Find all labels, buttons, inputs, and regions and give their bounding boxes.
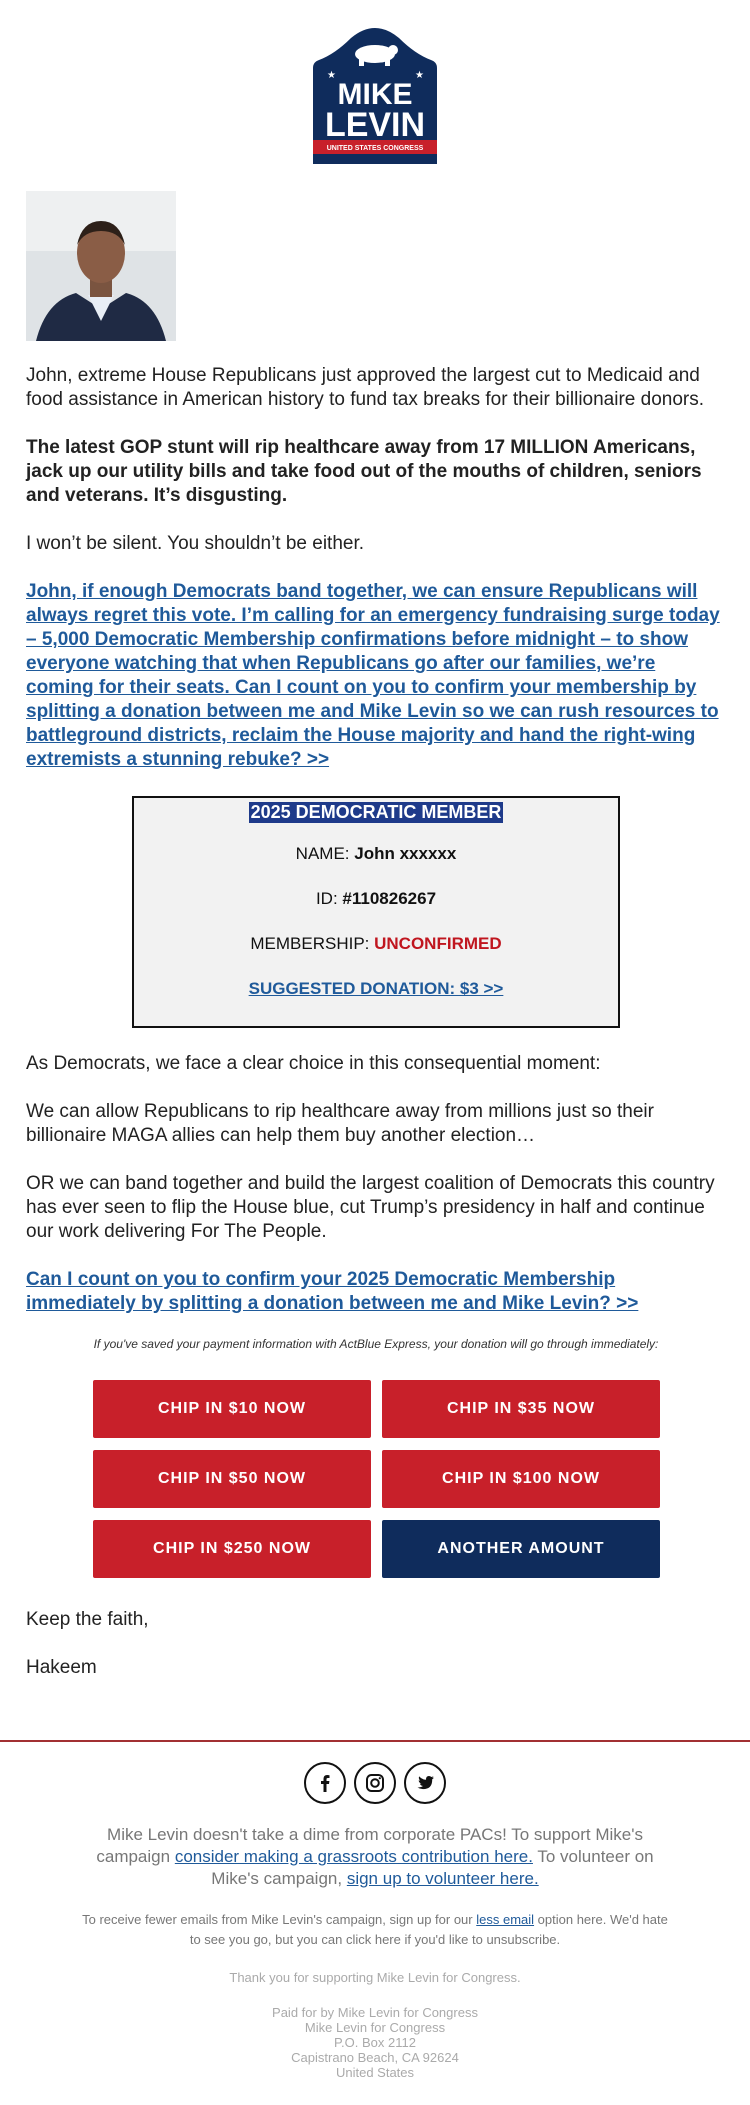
- less-email-link[interactable]: less email: [476, 1912, 535, 1927]
- volunteer-link[interactable]: sign up to volunteer here.: [346, 1869, 539, 1888]
- chip-in-250-button[interactable]: CHIP IN $250 NOW: [93, 1520, 371, 1578]
- signoff: [26, 1608, 726, 1680]
- thank-you-note: Thank you for supporting Mike Levin for Congress.: [229, 1970, 521, 1985]
- suggested-donation-link[interactable]: SUGGESTED DONATION: $3 >>: [248, 979, 504, 998]
- chip-in-35-button[interactable]: CHIP IN $35 NOW: [382, 1380, 660, 1438]
- fewer-emails-text-2[interactable]: option here. We'd hate to see you go, but you can click here if you'd like to unsubscribe.: [189, 1912, 668, 1947]
- member-name-row: [134, 843, 618, 864]
- instagram-icon[interactable]: [354, 1762, 396, 1804]
- membership-status-label: MEMBERSHIP:: [250, 934, 370, 953]
- svg-text:★: ★: [327, 70, 336, 81]
- membership-status-row: [134, 933, 618, 954]
- gop-stunt-paragraph: The latest GOP stunt will rip healthcare away from 17 MILLION Americans, jack up our utility bills and take food out of the mouths of children, seniors and veterans. It’s disgusting.: [26, 437, 702, 506]
- sender-photo: [26, 191, 176, 341]
- member-name-value: John xxxxxx: [354, 844, 457, 863]
- clear-choice-paragraph: As Democrats, we face a clear choice in this consequential moment:: [26, 1053, 601, 1074]
- paid-for-address: [0, 2005, 750, 2080]
- membership-card-title: 2025 DEMOCRATIC MEMBER: [250, 802, 502, 822]
- donate-cta-link-1[interactable]: John, if enough Democrats band together, we can ensure Republicans will always regret this vote. I’m calling for an emergency fundraising surge today – 5,000 Democratic Membership confirmations before midnight – to show everyone watching that when Republicans go after our families, we’re coming for their seats. Can I count on you to confirm your membership by splitting a donation between me and Mike Levin so we can rush resources to battleground districts, reclaim the House majority and hand the right-wing extremists a stunning rebuke? >>: [26, 581, 720, 770]
- donate-cta-link-2[interactable]: Can I count on you to confirm your 2025 Democratic Membership immediately by splitting a donation between me and Mike Levin? >>: [26, 1269, 639, 1314]
- pac-text-2: To volunteer on Mike's campaign,: [211, 1847, 654, 1888]
- pac-text-1: Mike Levin doesn't take a dime from corporate PACs! To support Mike's campaign: [96, 1825, 643, 1866]
- chip-in-50-button[interactable]: CHIP IN $50 NOW: [93, 1450, 371, 1508]
- chip-in-100-button[interactable]: CHIP IN $100 NOW: [382, 1450, 660, 1508]
- svg-text:★: ★: [415, 70, 424, 81]
- email-footer: [0, 1740, 750, 2080]
- donation-button-grid: [93, 1380, 659, 1578]
- membership-card[interactable]: [132, 796, 620, 1028]
- signoff-closing: Keep the faith,: [26, 1609, 149, 1630]
- pac-statement: [95, 1824, 655, 1890]
- email-body: [26, 364, 726, 1704]
- logo-banner: UNITED STATES CONGRESS: [326, 145, 424, 152]
- facebook-icon[interactable]: [304, 1762, 346, 1804]
- email-preferences: [75, 1910, 675, 1950]
- org-line: Mike Levin for Congress: [304, 2020, 446, 2035]
- chip-in-10-button[interactable]: CHIP IN $10 NOW: [93, 1380, 371, 1438]
- city-line: Capistrano Beach, CA 92624: [291, 2050, 459, 2065]
- fewer-emails-text-1: To receive fewer emails from Mike Levin's campaign, sign up for our: [82, 1912, 473, 1927]
- member-id-value: #110826267: [342, 889, 437, 908]
- membership-status-value: UNCONFIRMED: [374, 934, 502, 953]
- logo-header: [0, 0, 750, 169]
- member-id-row: [134, 888, 618, 909]
- grassroots-contribution-link[interactable]: consider making a grassroots contribution here.: [174, 1847, 533, 1866]
- paid-for-line: Paid for by Mike Levin for Congress: [272, 2005, 478, 2020]
- country-line: United States: [335, 2065, 415, 2080]
- social-links: [0, 1762, 750, 1804]
- band-together-paragraph: OR we can band together and build the largest coalition of Democrats this country has ever seen to flip the House blue, cut Trump’s presidency in half and continue our work delivering For The People.: [26, 1173, 715, 1242]
- logo-line2: LEVIN: [324, 106, 426, 144]
- member-id-label: ID:: [315, 889, 338, 908]
- signoff-name: Hakeem: [26, 1657, 97, 1678]
- wont-be-silent-paragraph: I won’t be silent. You shouldn’t be either.: [26, 533, 365, 554]
- intro-paragraph: John, extreme House Republicans just approved the largest cut to Medicaid and food assistance in American history to fund tax breaks for their billionaire donors.: [26, 365, 705, 410]
- allow-republicans-paragraph: We can allow Republicans to rip healthcare away from millions just so their billionaire MAGA allies can help them buy another election…: [26, 1101, 654, 1146]
- twitter-icon[interactable]: [404, 1762, 446, 1804]
- actblue-express-note: If you've saved your payment information with ActBlue Express, your donation will go through immediately:: [93, 1337, 659, 1351]
- mike-levin-logo[interactable]: [305, 28, 445, 164]
- member-name-label: NAME:: [295, 844, 350, 863]
- logo-line1: MIKE: [337, 78, 413, 111]
- po-box-line: P.O. Box 2112: [334, 2035, 416, 2050]
- another-amount-button[interactable]: ANOTHER AMOUNT: [382, 1520, 660, 1578]
